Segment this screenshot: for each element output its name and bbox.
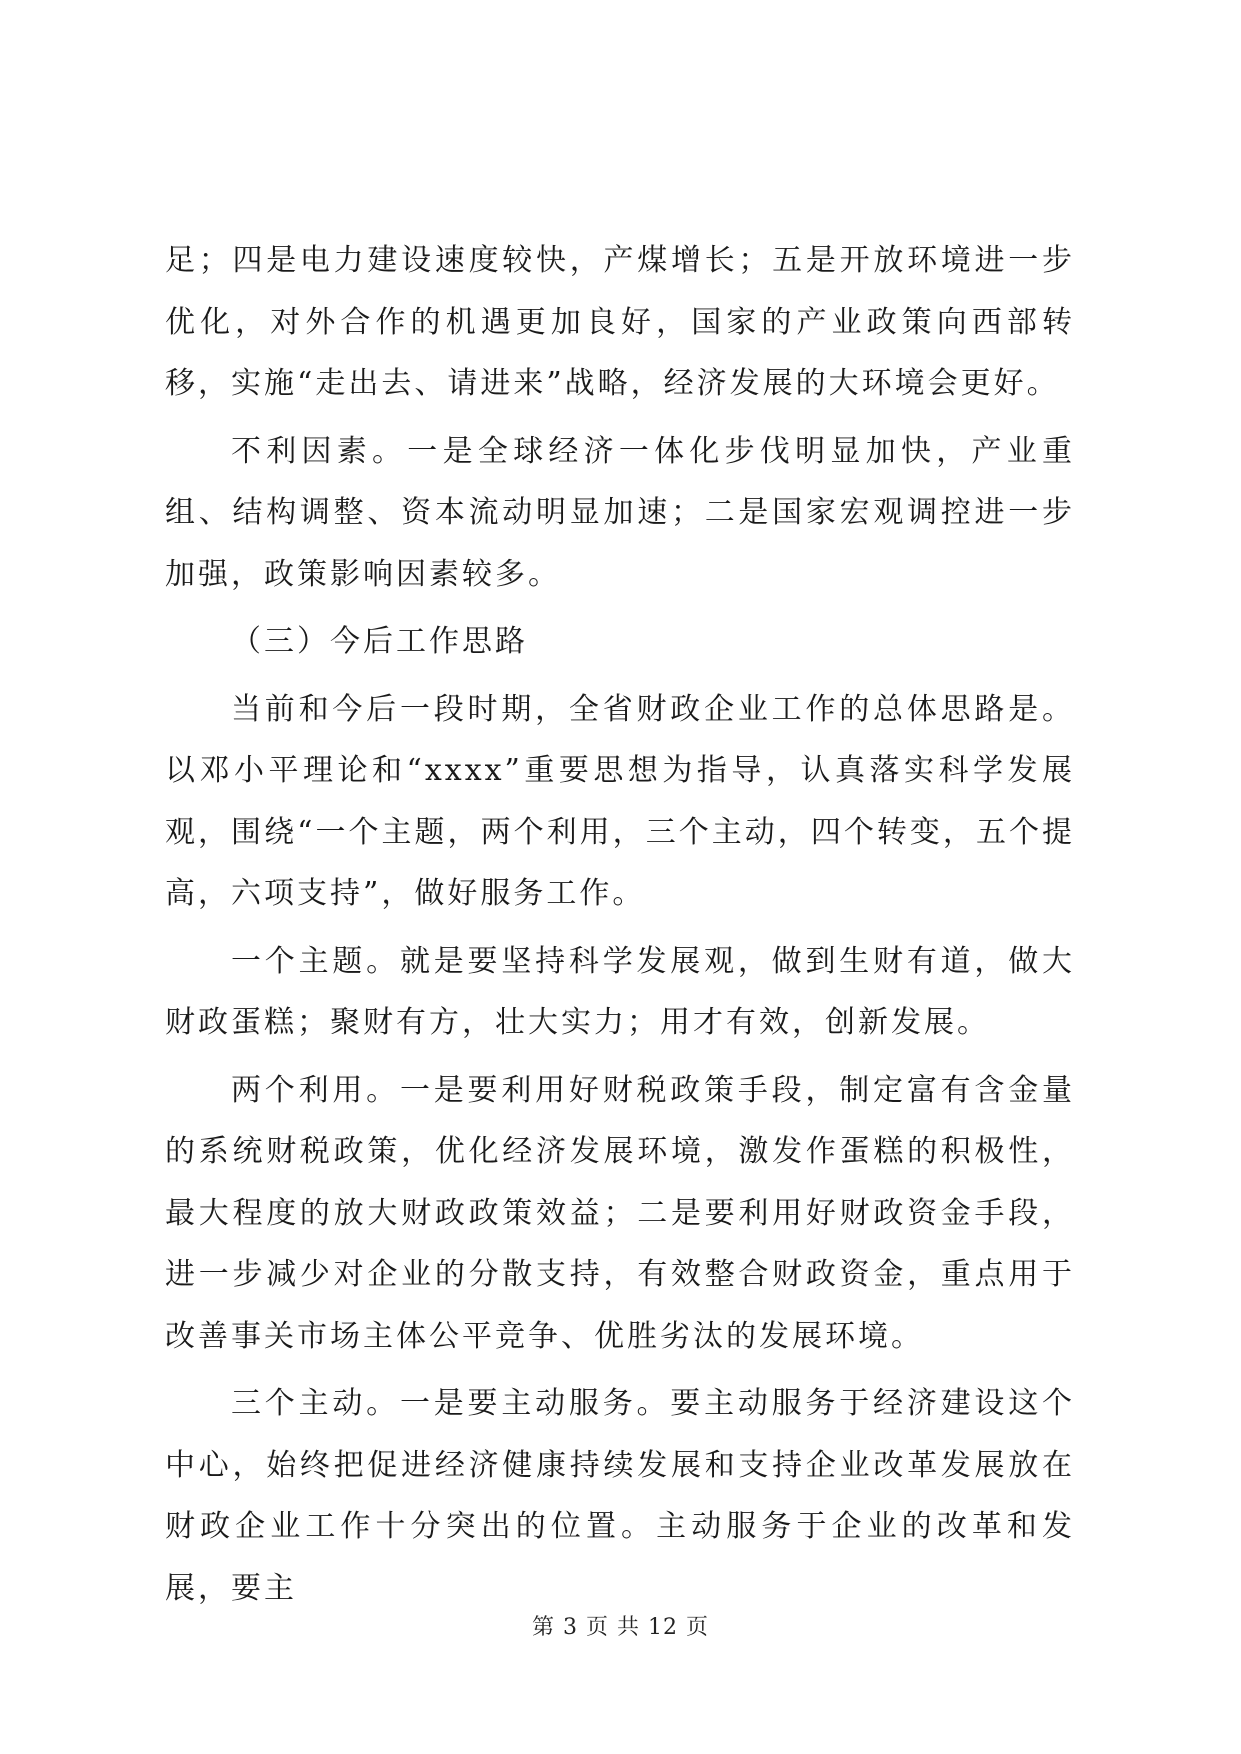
paragraph-3: 当前和今后一段时期，全省财政企业工作的总体思路是。以邓小平理论和“xxxx”重要思想为指导，认真落实科学发展观，围绕“一个主题，两个利用，三个主动，四个转变，五个提高，六项支持”，做好服务工作。 [165, 691, 1075, 911]
paragraph-1: 足；四是电力建设速度较快，产煤增长；五是开放环境进一步优化，对外合作的机遇更加良好，国家的产业政策向西部转移，实施“走出去、请进来”战略，经济发展的大环境会更好。 [165, 243, 1075, 401]
section-heading: （三）今后工作思路 [231, 624, 528, 659]
paragraph-5: 两个利用。一是要利用好财税政策手段，制定富有含金量的系统财税政策，优化经济发展环境，激发作蛋糕的积极性，最大程度的放大财政政策效益；二是要利用好财政资金手段，进一步减少对企业的分散支持，有效整合财政资金，重点用于改善事关市场主体公平竞争、优胜劣汰的发展环境。 [165, 1072, 1075, 1354]
document-body [165, 230, 1075, 1625]
paragraph-6: 三个主动。一是要主动服务。要主动服务于经济建设这个中心，始终把促进经济健康持续发展和支持企业改革发展放在财政企业工作十分突出的位置。主动服务于企业的改革和发展，要主 [165, 1386, 1075, 1606]
page-footer: 第 3 页 共 12 页 [532, 1615, 709, 1640]
paragraph-4: 一个主题。就是要坚持科学发展观，做到生财有道，做大财政蛋糕；聚财有方，壮大实力；用才有效，创新发展。 [165, 943, 1075, 1040]
paragraph-2: 不利因素。一是全球经济一体化步伐明显加快，产业重组、结构调整、资本流动明显加速；二是国家宏观调控进一步加强，政策影响因素较多。 [165, 433, 1075, 592]
